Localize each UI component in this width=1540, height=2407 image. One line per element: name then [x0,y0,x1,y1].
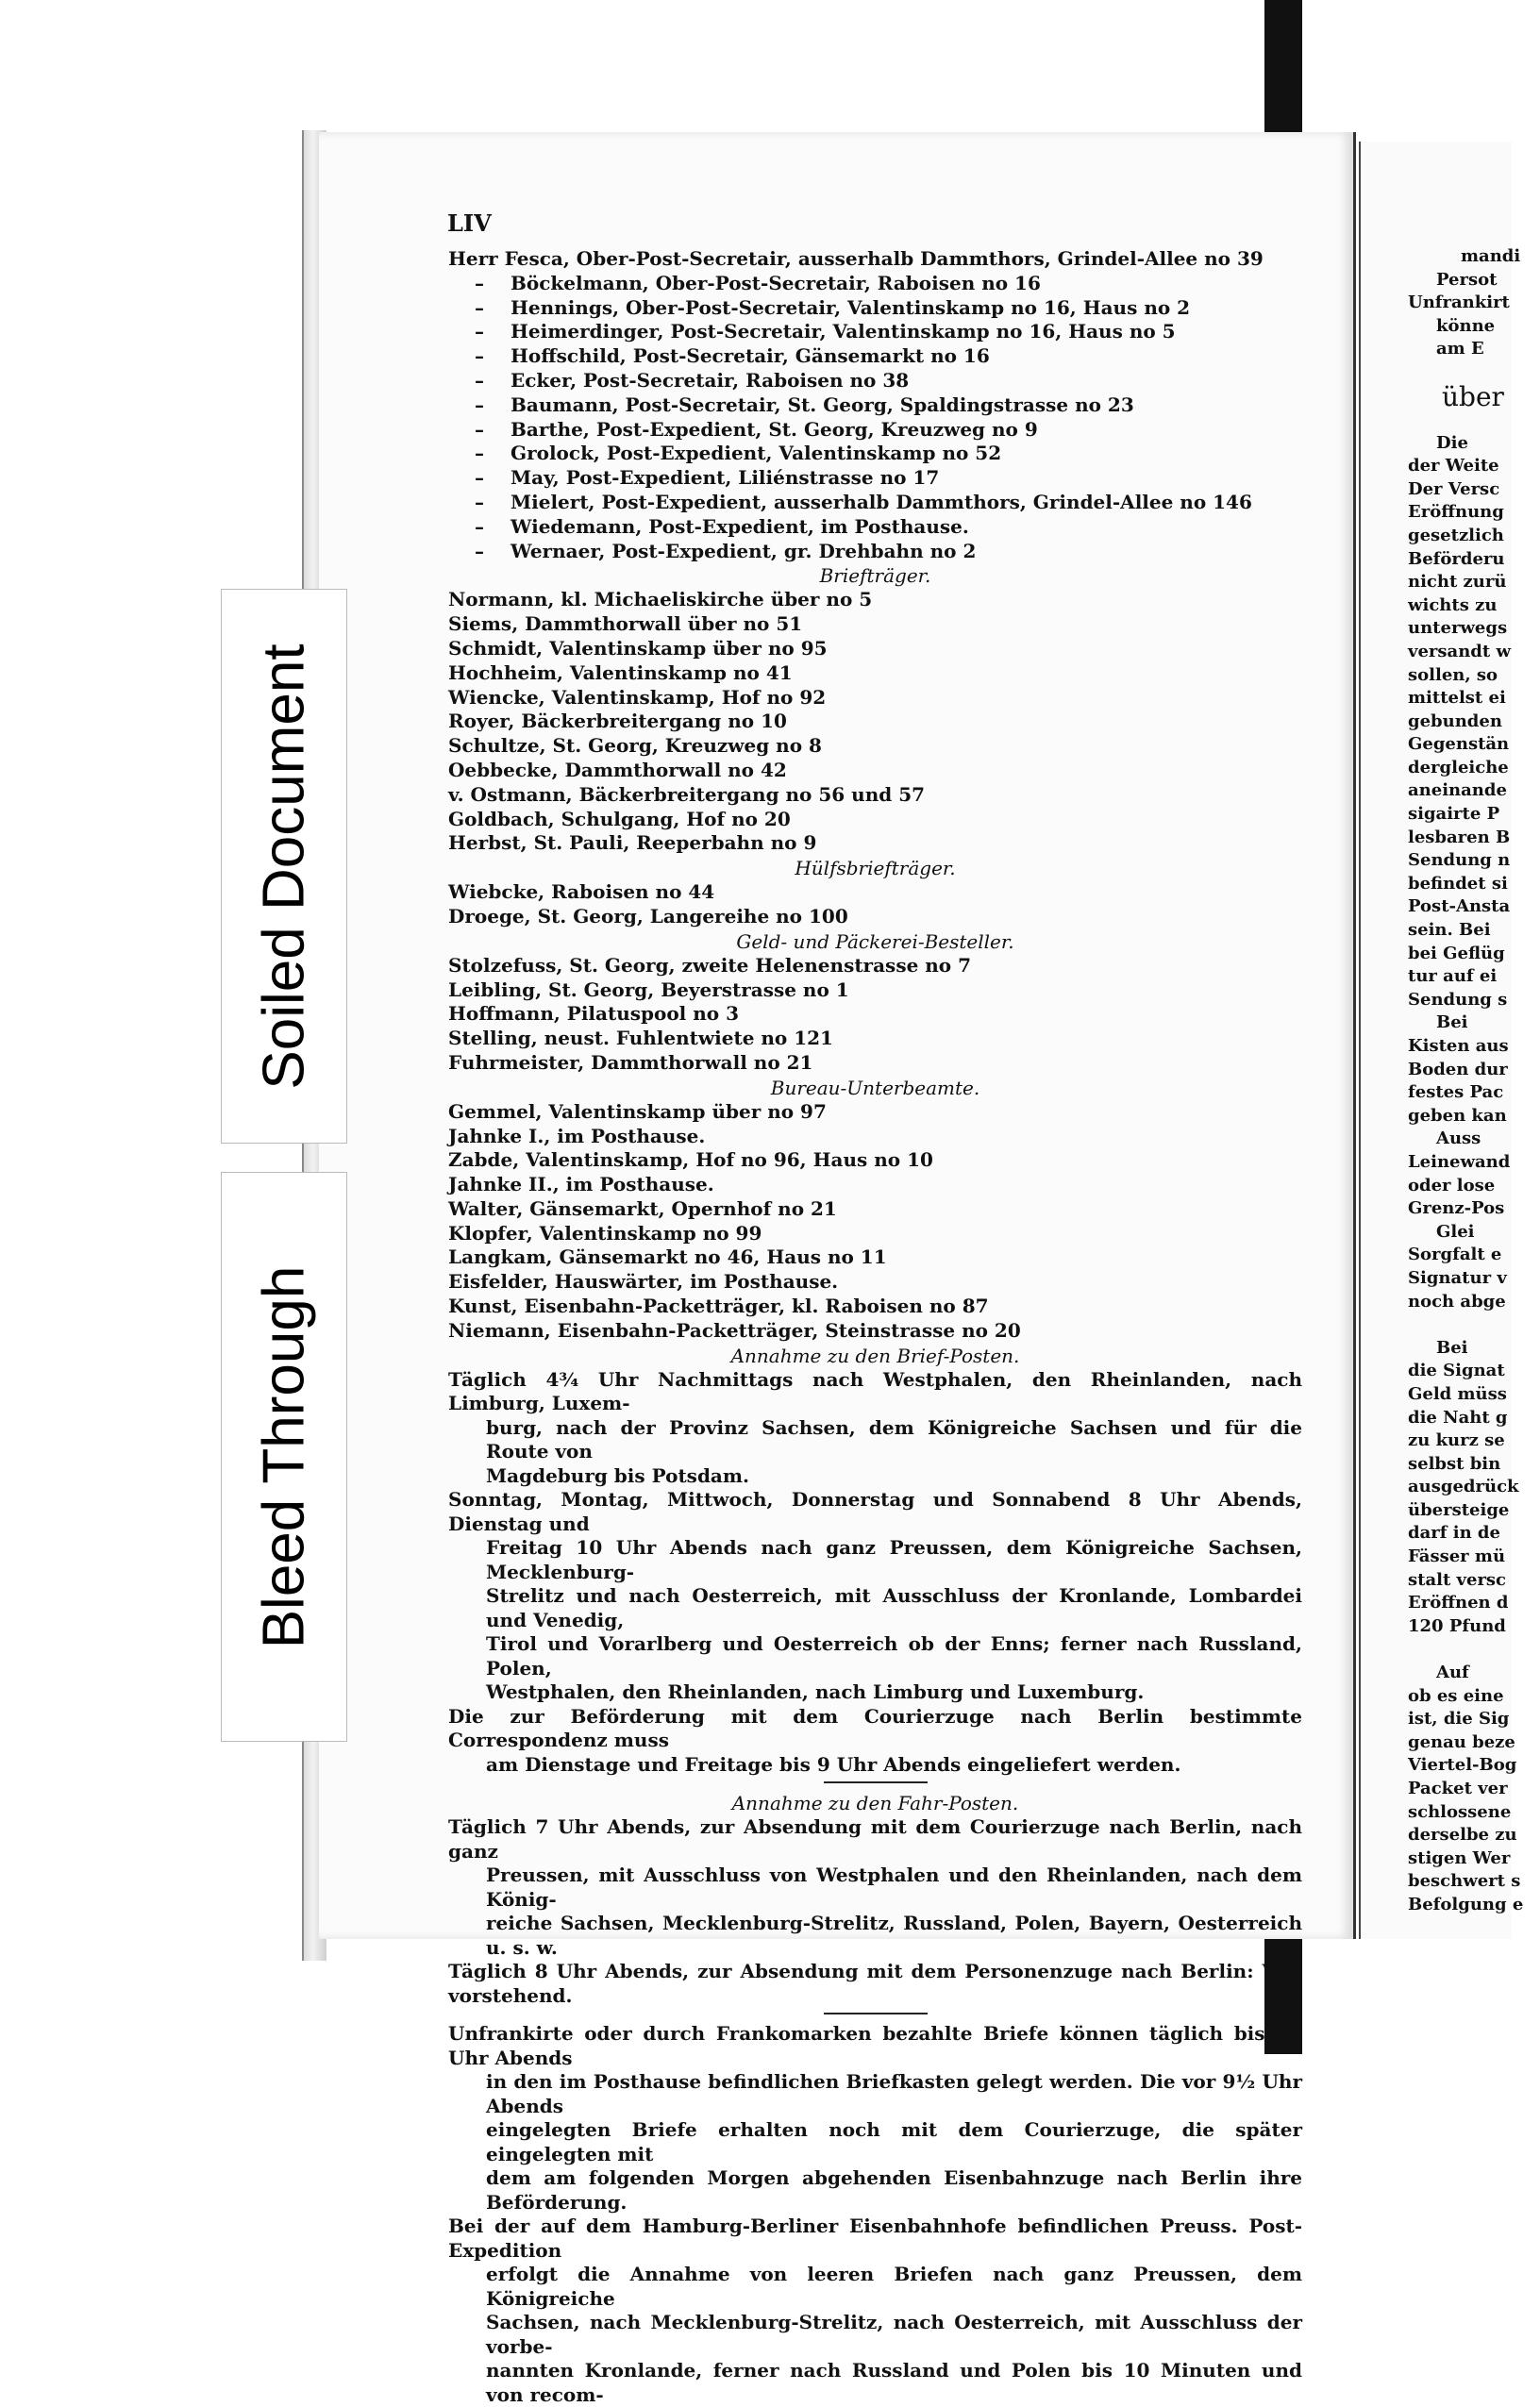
right-page-line: Die [1436,432,1468,453]
dash-marker: – [475,514,484,538]
bureau-unterbeamte-entry: Jahnke I., im Posthause. [448,1124,706,1147]
right-page-heading: über [1442,380,1504,412]
paragraph-first-line: Bei der auf dem Hamburg-Berliner Eisenbahnhofe befindlichen Preuss. Post-Expedition [448,2215,1302,2262]
paragraph-continuation-line: in den im Posthause befindlichen Briefkasten gelegt werden. Die vor 9½ Uhr Abends [486,2070,1302,2117]
brieftraeger-entry: Wiencke, Valentinskamp, Hof no 92 [448,685,827,709]
official-entry: Herr Fesca, Ober-Post-Secretair, ausserhalb Dammthors, Grindel-Allee no 39 [448,247,1264,270]
right-page-line: mandi [1461,246,1521,266]
bleed-through-tab [221,1172,347,1742]
paragraph-continuation-line: erfolgt die Annahme von leeren Briefen nach ganz Preussen, dem Königreiche [486,2263,1302,2310]
official-entry: – Heimerdinger, Post-Secretair, Valentinskamp no 16, Haus no 5 [448,320,1302,344]
right-page-text [1408,245,1540,1917]
paragraph-continuation-line: Westphalen, den Rheinlanden, nach Limburg und Luxemburg. [486,1680,1145,1704]
official-entry: – Hennings, Ober-Post-Secretair, Valentinskamp no 16, Haus no 2 [448,296,1302,321]
bureau-unterbeamte-entry: Langkam, Gänsemarkt no 46, Haus no 11 [448,1245,887,1269]
right-page-line: aneinande [1408,780,1507,801]
brieftraeger-entry: Schultze, St. Georg, Kreuzweg no 8 [448,734,822,758]
paragraph-continuation-line: Preussen, mit Ausschluss von Westphalen und den Rheinlanden, nach dem König- [486,1864,1302,1911]
right-page-line: Befolgung e [1408,1894,1524,1914]
section-header-brieftraeger: Briefträger. [819,564,931,588]
bureau-unterbeamte-entry: Kunst, Eisenbahn-Packetträger, kl. Raboisen no 87 [448,1295,989,1318]
brieftraeger-entry: Herbst, St. Pauli, Reeperbahn no 9 [448,831,817,855]
bureau-unterbeamte-entry: Zabde, Valentinskamp, Hof no 96, Haus no 10 [448,1148,933,1172]
right-page-line: oder lose [1408,1175,1496,1195]
page-number: LIV [447,209,492,237]
right-page-line: Sendung n [1408,850,1511,871]
section-rule [824,1781,928,1783]
dash-marker: – [475,539,484,562]
right-page-line: Gegenstän [1408,734,1510,755]
paragraph-continuation-line: Strelitz und nach Oesterreich, mit Ausschluss der Kronlande, Lombardei und Venedig, [486,1584,1302,1631]
geld-besteller-entry: Fuhrmeister, Dammthorwall no 21 [448,1050,813,1074]
right-page-line [1408,1638,1540,1662]
right-page-line: wichts zu [1408,594,1498,615]
right-page-line: mittelst ei [1408,688,1506,709]
right-page-line: versandt w [1408,641,1511,661]
bureau-unterbeamte-entry: Eisfelder, Hauswärter, im Posthause. [448,1270,839,1294]
right-page-line: Fässer mü [1408,1546,1506,1567]
brieftraeger-entry: Oebbecke, Dammthorwall no 42 [448,758,787,781]
right-page-line: befindet si [1408,873,1508,894]
right-page-line: schlossene [1408,1801,1512,1822]
paragraph-continuation-line: reiche Sachsen, Mecklenburg-Strelitz, Russland, Polen, Bayern, Oesterreich u. s. w. [486,1912,1302,1959]
right-page-line: sein. Bei [1408,920,1491,941]
right-page-line: noch abge [1408,1291,1506,1312]
paragraph-first-line: Unfrankirte oder durch Frankomarken bezahlte Briefe können täglich bis 10 Uhr Abends [448,2022,1302,2069]
right-page-line: selbst bin [1408,1453,1501,1474]
right-page-line: tur auf ei [1408,966,1498,987]
section-rule [824,2013,928,2014]
right-page-line: Leinewand [1408,1151,1511,1172]
soiled-document-tab [221,589,347,1144]
huelfsbrieftraeger-entry: Wiebcke, Raboisen no 44 [448,880,715,904]
huelfsbrieftraeger-entry: Droege, St. Georg, Langereihe no 100 [448,904,848,928]
dash-marker: – [475,344,484,368]
paragraph-continuation-line: dem am folgenden Morgen abgehenden Eisenbahnzuge nach Berlin ihre Beförderung. [486,2166,1302,2214]
geld-besteller-list [448,954,1302,1076]
right-page-line: dergleiche [1408,757,1509,777]
paragraph-continuation-line: Freitag 10 Uhr Abends nach ganz Preussen, dem Königreiche Sachsen, Mecklenburg- [486,1536,1302,1583]
section-header-bureau-unterbeamte: Bureau-Unterbeamte. [770,1076,980,1099]
paragraph-first-line: Täglich 8 Uhr Abends, zur Absendung mit dem Personenzuge nach Berlin: Wie vorstehend. [448,1960,1302,2007]
right-page-line: Sendung s [1408,989,1508,1010]
notice-paragraph [448,2022,1302,2215]
paragraph-first-line: Täglich 7 Uhr Abends, zur Absendung mit dem Courierzuge nach Berlin, nach ganz [448,1815,1302,1863]
dash-marker: – [475,271,484,294]
soiled-document-label: Soiled Document [251,643,317,1090]
right-page-line: Kisten aus [1408,1036,1509,1056]
dash-marker: – [475,417,484,441]
official-entry: – Wernaer, Post-Expedient, gr. Drehbahn no 2 [448,540,1302,564]
geld-besteller-entry: Hoffmann, Pilatuspool no 3 [448,1002,739,1026]
right-page-line: derselbe zu [1408,1825,1517,1846]
right-page-line: ist, die Sig [1408,1709,1510,1730]
right-page-line: ob es eine [1408,1685,1504,1706]
final-paragraphs [448,2022,1302,2407]
official-entry: – Ecker, Post-Secretair, Raboisen no 38 [448,369,1302,393]
right-page-line: ausgedrück [1408,1477,1519,1497]
right-page-line: zu kurz se [1408,1430,1505,1451]
bureau-unterbeamte-list [448,1100,1302,1344]
right-page-line: Der Versc [1408,478,1500,499]
right-page-line: Auss [1436,1128,1481,1149]
official-entry: – Hoffschild, Post-Secretair, Gänsemarkt no 16 [448,344,1302,369]
official-entry: – Wiedemann, Post-Expedient, im Posthause. [448,515,1302,540]
brieftraeger-entry: Schmidt, Valentinskamp über no 95 [448,636,828,660]
right-page-line: Grenz-Pos [1408,1198,1505,1219]
official-entry: – Baumann, Post-Secretair, St. Georg, Spaldingstrasse no 23 [448,393,1302,418]
right-page-line: die Signat [1408,1361,1505,1381]
right-page-line: Viertel-Bog [1408,1755,1517,1776]
paragraph-first-line: Die zur Beförderung mit dem Courierzuge nach Berlin bestimmte Correspondenz muss [448,1704,1302,1752]
section-header-brief-posten: Annahme zu den Brief-Posten. [730,1344,1020,1367]
bureau-unterbeamte-entry: Walter, Gänsemarkt, Opernhof no 21 [448,1196,837,1220]
dash-marker: – [475,490,484,513]
right-page-line: übersteige [1408,1499,1510,1520]
bleed-through-label: Bleed Through [251,1265,317,1648]
dash-marker: – [475,295,484,319]
right-page-line: könne [1436,315,1496,336]
right-page-line: Boden dur [1408,1059,1508,1079]
right-page-line: stalt versc [1408,1569,1507,1590]
right-page-line: unterwegs [1408,618,1508,639]
right-page-line: darf in de [1408,1523,1500,1544]
brieftraeger-entry: Goldbach, Schulgang, Hof no 20 [448,807,791,830]
right-page-line: Beförderu [1408,548,1505,569]
section-header-fahr-posten: Annahme zu den Fahr-Posten. [731,1792,1019,1815]
right-page-line: gesetzlich [1408,525,1504,545]
bureau-unterbeamte-entry: Jahnke II., im Posthause. [448,1173,714,1196]
right-page-line: bei Geflüg [1408,943,1505,963]
fahr-posten-paragraphs [448,1815,1302,2008]
right-page-line: Auf [1436,1663,1469,1683]
brief-posten-paragraph [448,1488,1302,1705]
dash-marker: – [475,466,484,490]
right-page-line: genau beze [1408,1731,1515,1752]
right-page-line: Bei [1436,1337,1468,1358]
right-page-line: 120 Pfund [1408,1615,1506,1636]
brief-posten-paragraphs [448,1368,1302,1778]
right-page-line: Unfrankirt [1408,293,1510,313]
right-page-line: die Naht g [1408,1407,1508,1428]
right-page-line: geben kan [1408,1105,1507,1126]
bureau-unterbeamte-entry: Klopfer, Valentinskamp no 99 [448,1221,762,1245]
official-entry: – Grolock, Post-Expedient, Valentinskamp no 52 [448,442,1302,466]
right-page-line: Bei [1436,1012,1468,1033]
right-page-line: Sorgfalt e [1408,1245,1502,1265]
officials-list [448,247,1302,563]
paragraph-continuation-line: Tirol und Vorarlberg und Oesterreich ob der Enns; ferner nach Russland, Polen, [486,1632,1302,1680]
brieftraeger-entry: v. Ostmann, Bäckerbreitergang no 56 und 57 [448,782,926,806]
right-page-line: Persot [1436,269,1498,290]
right-page-line [1408,1313,1540,1337]
right-page-line: Eröffnen d [1408,1593,1509,1613]
brieftraeger-entry: Siems, Dammthorwall über no 51 [448,612,803,636]
right-page-line: gebunden [1408,710,1502,731]
brieftraeger-entry: Hochheim, Valentinskamp no 41 [448,660,793,684]
huelfsbrieftraeger-list [448,880,1302,929]
right-page-top-lines [1408,245,1540,361]
paragraph-first-line: Täglich 4¾ Uhr Nachmittags nach Westphalen, den Rheinlanden, nach Limburg, Luxem- [448,1367,1302,1415]
right-page-line: Eröffnung [1408,502,1504,523]
right-page-line: Geld müss [1408,1383,1507,1404]
right-page-line: am E [1436,339,1484,359]
paragraph-continuation-line: am Dienstage und Freitage bis 9 Uhr Abends eingeliefert werden. [486,1752,1181,1776]
right-page-line: lesbaren B [1408,827,1511,847]
paragraph-first-line: Sonntag, Montag, Mittwoch, Donnerstag und Sonnabend 8 Uhr Abends, Dienstag und [448,1488,1302,1535]
brieftraeger-list [448,588,1302,856]
right-page-line: Post-Ansta [1408,896,1511,917]
bureau-unterbeamte-entry: Gemmel, Valentinskamp über no 97 [448,1099,827,1123]
brieftraeger-entry: Normann, kl. Michaeliskirche über no 5 [448,588,873,611]
dash-marker: – [475,393,484,416]
paragraph-continuation-line: Magdeburg bis Potsdam. [486,1463,750,1487]
dash-marker: – [475,320,484,343]
paragraph-continuation-line: eingelegten Briefe erhalten noch mit dem Courierzuge, die später eingelegten mit [486,2118,1302,2165]
official-entry: – Böckelmann, Ober-Post-Secretair, Raboisen no 16 [448,272,1302,296]
official-entry: – Mielert, Post-Expedient, ausserhalb Dammthors, Grindel-Allee no 146 [448,491,1302,515]
fahr-posten-paragraph [448,1960,1302,2008]
section-header-huelfsbrieftraeger: Hülfsbriefträger. [795,857,956,880]
right-page-lines [1408,432,1540,1917]
bureau-unterbeamte-entry: Niemann, Eisenbahn-Packetträger, Steinstrasse no 20 [448,1318,1021,1342]
page-content [448,247,1302,2407]
brief-posten-paragraph [448,1705,1302,1778]
right-page-line: Signatur v [1408,1267,1507,1288]
official-entry: – Barthe, Post-Expedient, St. Georg, Kreuzweg no 9 [448,418,1302,443]
right-page-line: stigen Wer [1408,1847,1511,1868]
paragraph-continuation-line: Sachsen, nach Mecklenburg-Strelitz, nach Oesterreich, mit Ausschluss der vorbe- [486,2311,1302,2358]
dash-marker: – [475,442,484,465]
right-page-line: sigairte P [1408,804,1500,825]
paragraph-continuation-line: nannten Kronlande, ferner nach Russland und Polen bis 10 Minuten und von recom- [486,2359,1302,2406]
official-entry: – May, Post-Expedient, Liliénstrasse no 17 [448,466,1302,491]
brief-posten-paragraph [448,1368,1302,1489]
section-header-geld-besteller: Geld- und Päckerei-Besteller. [736,929,1014,953]
brieftraeger-entry: Royer, Bäckerbreitergang no 10 [448,710,787,733]
paragraph-continuation-line: burg, nach der Provinz Sachsen, dem Königreiche Sachsen und für die Route von [486,1415,1302,1463]
right-page-line: festes Pac [1408,1082,1504,1103]
right-page-line: sollen, so [1408,664,1498,685]
fahr-posten-paragraph [448,1815,1302,1960]
geld-besteller-entry: Stelling, neust. Fuhlentwiete no 121 [448,1027,833,1050]
notice-paragraph [448,2215,1302,2407]
right-page-line: Glei [1436,1221,1475,1242]
geld-besteller-entry: Stolzefuss, St. Georg, zweite Helenenstrasse no 7 [448,953,972,977]
geld-besteller-entry: Leibling, St. Georg, Beyerstrasse no 1 [448,978,849,1001]
dash-marker: – [475,368,484,392]
right-page-line: beschwert s [1408,1871,1521,1892]
right-page-line: der Weite [1408,456,1499,476]
right-page-line: Packet ver [1408,1779,1508,1798]
right-page-line: nicht zurü [1408,572,1507,593]
